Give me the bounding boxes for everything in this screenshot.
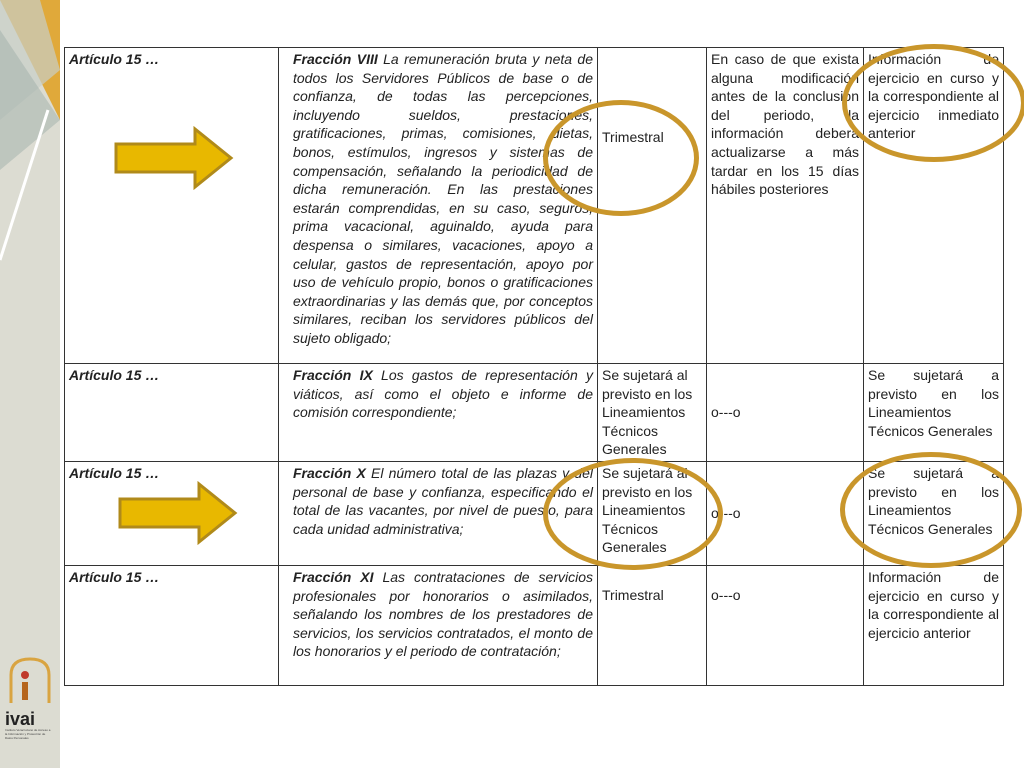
period-cell: Se sujetará al previsto en los Lineamientos Técnicos Generales — [598, 364, 707, 462]
update-cell: o---o — [707, 462, 864, 566]
fraction-text: El número total de las plazas y del personal de base y confianza, especificando el total de las vacantes, por nivel de puesto, para cada unidad administrativa; — [293, 465, 593, 537]
arrow-right-icon — [113, 126, 235, 190]
fraction-cell — [279, 48, 598, 364]
article-cell: Artículo 15 … — [65, 364, 279, 462]
highlight-circle — [842, 44, 1024, 162]
fraction-title: Fracción VIII — [293, 51, 378, 67]
fraction-text: La remuneración bruta y neta de todos los Servidores Públicos de base o de confianza, de todas las percepciones, incluyendo sueldos, prestaciones, gratificaciones, primas, comisiones, dietas, bonos, estímulos, ingresos y sistemas de compensación, señalando la periodicidad de dicha remuneración. En las prestaciones estarán comprendidas, en su caso, seguros, prima vacacional, aguinaldo, ayuda para despensa o similares, vacaciones, apoyo a celular, gastos de representación, apoyo por uso de vehículo propio, bonos o gratificaciones extraordinarias y las demás que, por conceptos similares, reciban los servidores públicos del sujeto obligado; — [293, 51, 593, 346]
ivai-logo — [5, 655, 55, 740]
table-row — [65, 566, 1004, 686]
article-cell: Artículo 15 … — [65, 462, 279, 566]
fraction-title: Fracción X — [293, 465, 366, 481]
conservation-cell: Información de ejercicio en curso y la correspondiente al ejercicio inmediato anterior — [864, 48, 1004, 364]
fraction-text: Los gastos de representación y viáticos, así como el objeto e informe de comisión correspondiente; — [293, 367, 593, 421]
period-cell: Trimestral — [598, 566, 707, 686]
highlight-circle — [840, 452, 1022, 568]
update-cell: En caso de que exista alguna modificación antes de la conclusión del periodo, la información deberá actualizarse a más tardar en los 15 días hábiles posteriores — [707, 48, 864, 364]
conservation-cell: Se sujetará a previsto en los Lineamientos Técnicos Generales — [864, 462, 1004, 566]
fraction-cell — [279, 364, 598, 462]
highlight-circle — [543, 458, 723, 570]
fraction-text: Las contrataciones de servicios profesionales por honorarios o asimilados, señalando los nombres de los prestadores de servicios, los servicios contratados, el monto de los honorarios y el periodo de contratación; — [293, 569, 593, 660]
logo-text: ivai — [5, 709, 36, 729]
period-cell: Trimestral — [598, 48, 707, 364]
conservation-cell: Información de ejercicio en curso y la correspondiente al ejercicio anterior — [864, 566, 1004, 686]
conservation-cell: Se sujetará a previsto en los Lineamientos Técnicos Generales — [864, 364, 1004, 462]
update-cell: o---o — [707, 566, 864, 686]
fraction-title: Fracción IX — [293, 367, 373, 383]
arrow-right-icon — [117, 481, 239, 545]
article-cell: Artículo 15 … — [65, 48, 279, 364]
decorative-shapes — [0, 0, 60, 300]
table-row — [65, 364, 1004, 462]
highlight-circle — [543, 100, 699, 216]
logo-mark-icon — [5, 655, 55, 705]
article-cell: Artículo 15 … — [65, 566, 279, 686]
logo-subtitle: Instituto Veracruzano de Acceso a la Información y Protección de Datos Personales — [5, 728, 51, 740]
fraction-cell — [279, 566, 598, 686]
update-cell: o---o — [707, 364, 864, 462]
fraction-title: Fracción XI — [293, 569, 374, 585]
period-cell: Se sujetará al previsto en los Lineamientos Técnicos Generales — [598, 462, 707, 566]
